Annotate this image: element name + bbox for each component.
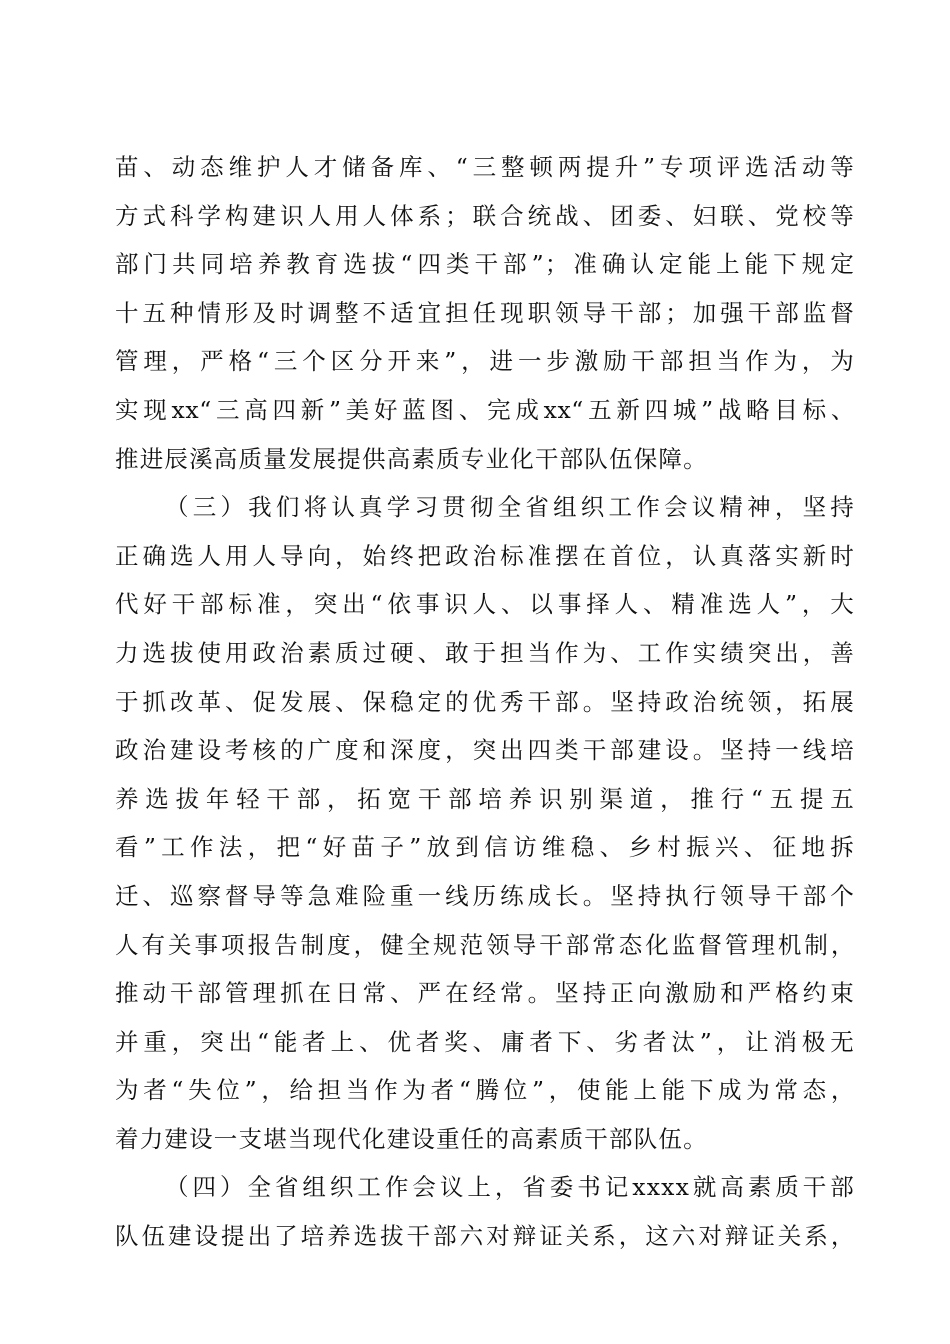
text-line: 正确选人用人导向，始终把政治标准摆在首位，认真落实新时: [115, 541, 855, 570]
text-line: 人有关事项报告制度，健全规范领导干部常态化监督管理机制，: [115, 930, 855, 959]
text-line: 为者“失位”，给担当作为者“腾位”，使能上能下成为常态，: [115, 1076, 855, 1105]
text-line: 力选拔使用政治素质过硬、敢于担当作为、工作实绩突出，善: [115, 638, 855, 667]
text-line: 看”工作法，把“好苗子”放到信访维稳、乡村振兴、征地拆: [115, 833, 855, 862]
text-line: 苗、动态维护人才储备库、“三整顿两提升”专项评选活动等: [115, 153, 855, 181]
text-line: 实现xx“三高四新”美好蓝图、完成xx“五新四城”战略目标、: [115, 395, 855, 424]
body-text: [115, 143, 855, 1261]
text-line: 养选拔年轻干部，拓宽干部培养识别渠道，推行“五提五: [115, 784, 855, 813]
text-line: 队伍建设提出了培养选拔干部六对辩证关系，这六对辩证关系，: [115, 1222, 855, 1251]
text-line: 代好干部标准，突出“依事识人、以事择人、精准选人”，大: [115, 590, 855, 619]
text-line: 并重，突出“能者上、优者奖、庸者下、劣者汰”，让消极无: [115, 1027, 855, 1056]
text-line: 于抓改革、促发展、保稳定的优秀干部。坚持政治统领，拓展: [115, 687, 855, 716]
text-line: 管理，严格“三个区分开来”，进一步激励干部担当作为，为: [115, 347, 855, 376]
text-line: 迁、巡察督导等急难险重一线历练成长。坚持执行领导干部个: [115, 881, 855, 910]
text-line: 推动干部管理抓在日常、严在经常。坚持正向激励和严格约束: [115, 979, 855, 1008]
paragraph-heading-line: （三）我们将认真学习贯彻全省组织工作会议精神，坚持: [165, 493, 855, 522]
text-line: 部门共同培养教育选拔“四类干部”；准确认定能上能下规定: [115, 250, 855, 279]
paragraph-heading-line: （四）全省组织工作会议上，省委书记xxxx就高素质干部: [165, 1173, 855, 1202]
text-line: 政治建设考核的广度和深度，突出四类干部建设。坚持一线培: [115, 736, 855, 765]
text-line: 十五种情形及时调整不适宜担任现职领导干部；加强干部监督: [115, 298, 855, 327]
text-line: 推进辰溪高质量发展提供高素质专业化干部队伍保障。: [115, 444, 708, 473]
text-line: 着力建设一支堪当现代化建设重任的高素质干部队伍。: [115, 1124, 708, 1153]
text-line: 方式科学构建识人用人体系；联合统战、团委、妇联、党校等: [115, 201, 855, 230]
